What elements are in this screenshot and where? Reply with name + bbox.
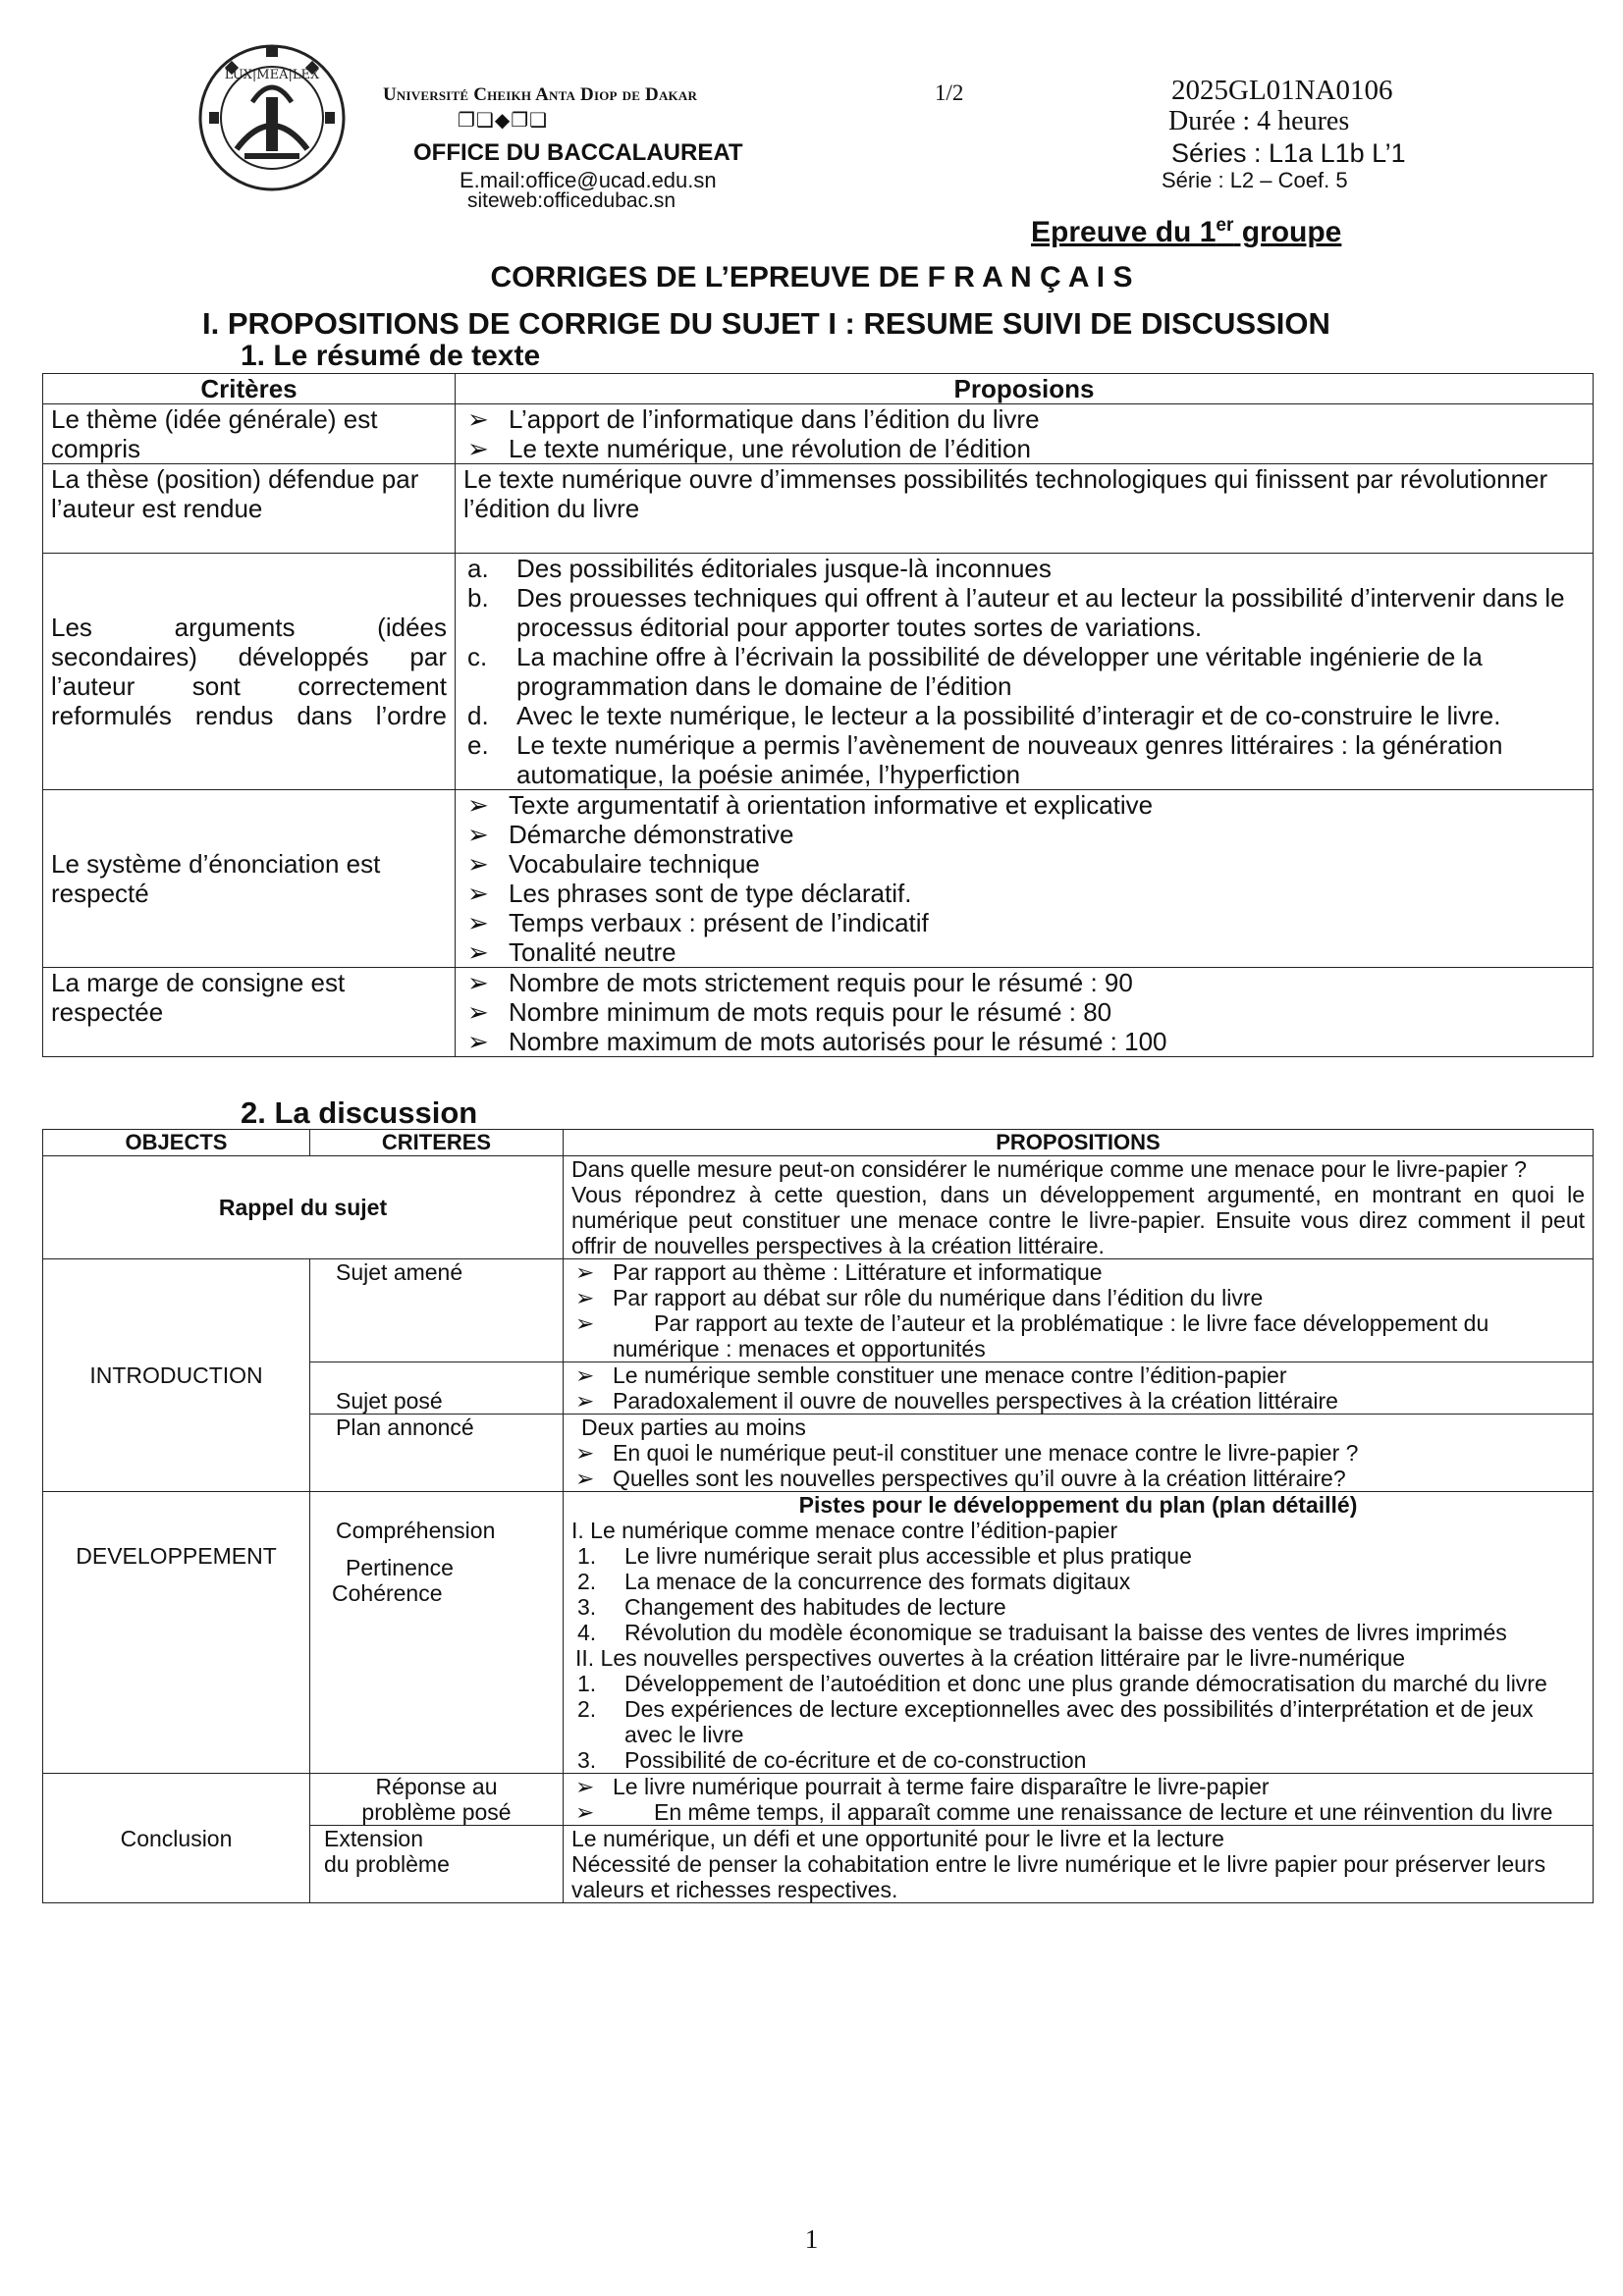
criterion-sujet-amene: Sujet amené (310, 1259, 564, 1362)
proposition-cell (456, 968, 1594, 1057)
office-website: siteweb:officedubac.sn (467, 189, 676, 212)
epreuve-group: Epreuve du 1er groupe (1031, 215, 1342, 248)
arrow-bullet-icon: ➢ (467, 820, 489, 849)
criterion-cell: Le thème (idée générale) est compris (43, 404, 456, 464)
column-header: Proposions (456, 374, 1594, 404)
conclusion-label: Conclusion (43, 1774, 310, 1903)
table-header-row (43, 1130, 1594, 1156)
table-row (43, 1156, 1594, 1259)
list-item: ➢ Nombre minimum de mots requis pour le résumé : 80 (467, 997, 1112, 1027)
proposition-cell (456, 790, 1594, 968)
list-item: ➢ Nombre de mots strictement requis pour le résumé : 90 (467, 968, 1133, 997)
dev-criteria (310, 1492, 564, 1774)
table-row (43, 404, 1594, 464)
proposition-cell (564, 1259, 1594, 1362)
list-item: 2. Des expériences de lecture exceptionnelles avec des possibilités d’interprétation et de jeux avec le livre (577, 1696, 1534, 1747)
proposition-cell (564, 1774, 1594, 1826)
exam-duration: Durée : 4 heures (1168, 106, 1350, 136)
university-name: Université Cheikh Anta Diop de Dakar (383, 84, 698, 105)
table-row (43, 1774, 1594, 1826)
table-row (43, 790, 1594, 968)
arrow-bullet-icon: ➢ (575, 1388, 595, 1414)
proposition-cell: Le texte numérique ouvre d’immenses possibilités technologiques qui finissent par révolutionner l’édition du livre (456, 464, 1594, 554)
table-row (43, 968, 1594, 1057)
decorative-symbols: ❐❑◆❐❑ (458, 110, 549, 132)
proposition-cell (564, 1826, 1594, 1903)
criterion-text: Les arguments (idées secondaires) développés par l’auteur sont correctement reformulés rendus dans l’ordre (51, 613, 447, 730)
subsection-heading-resume: 1. Le résumé de texte (241, 340, 541, 372)
arrow-bullet-icon: ➢ (467, 404, 489, 434)
arrow-bullet-icon: ➢ (575, 1285, 595, 1310)
arrow-bullet-icon: ➢ (467, 879, 489, 908)
column-header: OBJECTS (43, 1130, 310, 1156)
list-item: ➢ Par rapport au texte de l’auteur et la problématique : le livre face développement du numérique : menaces et opportunités (575, 1310, 1489, 1362)
rappel-instructions: Vous répondrez à cette question, dans un développement argumenté, en montrant en quoi le numérique peut constituer une menace contre le livre-papier. Ensuite vous direz comment il peut offrir de nouvelles perspectives à la création littéraire. (571, 1182, 1585, 1258)
arrow-bullet-icon: ➢ (467, 849, 489, 879)
list-item: e. Le texte numérique a permis l’avènement de nouveaux genres littéraires : la génération automatique, la poésie animée, l’hyperfiction (467, 730, 1503, 789)
exam-code: 2025GL01NA0106 (1171, 75, 1393, 106)
discussion-table (42, 1129, 1594, 1903)
criterion-pertinence: Pertinence (346, 1555, 454, 1580)
exam-series: Séries : L1a L1b L’1 (1171, 138, 1406, 168)
criterion-reponse: Réponse au problème posé (310, 1774, 564, 1826)
arrow-bullet-icon: ➢ (467, 937, 489, 967)
list-item: ➢ L’apport de l’informatique dans l’édition du livre (467, 404, 1040, 434)
list-item: 3. Possibilité de co-écriture et de co-construction (577, 1747, 1087, 1773)
list-item: ➢ Vocabulaire technique (467, 849, 760, 879)
arrow-bullet-icon: ➢ (467, 908, 489, 937)
list-item: ➢ Par rapport au débat sur rôle du numérique dans l’édition du livre (575, 1285, 1264, 1310)
arrow-bullet-icon: ➢ (467, 790, 489, 820)
criterion-cell: Le système d’énonciation est respecté (43, 790, 456, 968)
table-row (43, 1492, 1594, 1774)
plan-intro: Deux parties au moins (581, 1415, 806, 1440)
arrow-bullet-icon: ➢ (467, 968, 489, 997)
proposition-cell (456, 554, 1594, 790)
proposition-cell (564, 1415, 1594, 1492)
criterion-plan-annonce: Plan annoncé (310, 1415, 564, 1492)
list-item: ➢ Le livre numérique pourrait à terme faire disparaître le livre-papier (575, 1774, 1270, 1799)
criterion-cell: La marge de consigne est respectée (43, 968, 456, 1057)
list-item: ➢ En même temps, il apparaît comme une renaissance de lecture et une réinvention du livre (575, 1799, 1553, 1825)
office-email: E.mail:office@ucad.edu.sn (460, 168, 717, 192)
list-item: ➢ Temps verbaux : présent de l’indicatif (467, 908, 929, 937)
criterion-extension (310, 1826, 564, 1903)
list-item: ➢ Par rapport au thème : Littérature et informatique (575, 1259, 1103, 1285)
dev-label: DEVELOPPEMENT (43, 1492, 310, 1774)
table-row (43, 1259, 1594, 1362)
criterion-comprehension: Compréhension (336, 1518, 496, 1543)
list-item: b. Des prouesses techniques qui offrent à l’auteur et au lecteur la possibilité d’intervenir dans le processus éditorial pour apporter toutes sortes de variations. (467, 583, 1565, 642)
dev-heading: Pistes pour le développement du plan (plan détaillé) (798, 1492, 1358, 1518)
dev-part2: II. Les nouvelles perspectives ouvertes à la création littéraire par le livre-numérique (575, 1645, 1406, 1671)
list-item: ➢ Tonalité neutre (467, 937, 676, 967)
list-item: ➢ Quelles sont les nouvelles perspectives qu’il ouvre à la création littéraire? (575, 1466, 1346, 1491)
table-header-row (43, 374, 1594, 404)
proposition-cell (564, 1362, 1594, 1415)
arrow-bullet-icon: ➢ (575, 1466, 595, 1491)
proposition-cell (564, 1492, 1594, 1774)
extension-label: Extension (324, 1826, 424, 1851)
arrow-bullet-icon: ➢ (467, 434, 489, 463)
arrow-bullet-icon: ➢ (467, 1027, 489, 1056)
page-number: 1 (804, 2224, 819, 2254)
list-item: ➢ Démarche démonstrative (467, 820, 794, 849)
dev-part1: I. Le numérique comme menace contre l’édition-papier (571, 1518, 1118, 1543)
proposition-cell (456, 404, 1594, 464)
exam-series-coef: Série : L2 – Coef. 5 (1162, 168, 1348, 192)
column-header: CRITERES (310, 1130, 564, 1156)
list-item: ➢ Paradoxalement il ouvre de nouvelles perspectives à la création littéraire (575, 1388, 1338, 1414)
intro-label: INTRODUCTION (43, 1259, 310, 1492)
list-item: 1. Développement de l’autoédition et donc une plus grande démocratisation du marché du livre (577, 1671, 1547, 1696)
resume-table (42, 373, 1594, 1057)
criterion-cell: La thèse (position) défendue par l’auteur est rendue (43, 464, 456, 554)
criterion-coherence: Cohérence (332, 1580, 443, 1606)
rappel-label: Rappel du sujet (43, 1156, 564, 1259)
extension-label-2: du problème (324, 1851, 450, 1877)
list-item: 3. Changement des habitudes de lecture (577, 1594, 1006, 1620)
arrow-bullet-icon: ➢ (575, 1774, 595, 1799)
arrow-bullet-icon: ➢ (467, 997, 489, 1027)
svg-text:LUX|MEA|LEX: LUX|MEA|LEX (224, 68, 320, 82)
list-item: ➢ Texte argumentatif à orientation informative et explicative (467, 790, 1154, 820)
list-item: 1. Le livre numérique serait plus accessible et plus pratique (577, 1543, 1192, 1569)
page-fraction: 1/2 (935, 80, 964, 105)
list-item: a. Des possibilités éditoriales jusque-là inconnues (467, 554, 1052, 583)
list-item: ➢ Le numérique semble constituer une menace contre l’édition-papier (575, 1362, 1287, 1388)
column-header: Critères (43, 374, 456, 404)
list-item: ➢ Les phrases sont de type déclaratif. (467, 879, 912, 908)
arrow-bullet-icon: ➢ (575, 1799, 595, 1825)
list-item: ➢ En quoi le numérique peut-il constituer une menace contre le livre-papier ? (575, 1440, 1359, 1466)
extension-text: Le numérique, un défi et une opportunité pour le livre et la lecture (571, 1826, 1224, 1851)
table-row (43, 554, 1594, 790)
university-seal-logo (197, 43, 347, 192)
office-name: OFFICE DU BACCALAUREAT (413, 139, 743, 166)
list-item: 4. Révolution du modèle économique se traduisant la baisse des ventes de livres imprimés (577, 1620, 1507, 1645)
list-item: ➢ Nombre maximum de mots autorisés pour le résumé : 100 (467, 1027, 1167, 1056)
section-heading: I. PROPOSITIONS DE CORRIGE DU SUJET I : RESUME SUIVI DE DISCUSSION (202, 306, 1330, 341)
rappel-question: Dans quelle mesure peut-on considérer le numérique comme une menace pour le livre-papier ? (571, 1156, 1527, 1182)
page-title: CORRIGES DE L’EPREUVE DE F R A N Ç A I S (490, 261, 1133, 294)
arrow-bullet-icon: ➢ (575, 1310, 595, 1336)
list-item: c. La machine offre à l’écrivain la possibilité de développer une véritable ingénierie de la programmation dans le domaine de l’édition (467, 642, 1483, 701)
criterion-cell (43, 554, 456, 790)
list-item: ➢ Le texte numérique, une révolution de l’édition (467, 434, 1031, 463)
table-row (43, 464, 1594, 554)
column-header: PROPOSITIONS (564, 1130, 1594, 1156)
list-item: 2. La menace de la concurrence des formats digitaux (577, 1569, 1131, 1594)
list-item: d. Avec le texte numérique, le lecteur a la possibilité d’interagir et de co-construire le livre. (467, 701, 1501, 730)
arrow-bullet-icon: ➢ (575, 1362, 595, 1388)
subsection-heading-discussion: 2. La discussion (241, 1095, 478, 1130)
extension-text-2: Nécessité de penser la cohabitation entre le livre numérique et le livre papier pour préserver leurs valeurs et richesses respectives. (571, 1851, 1546, 1902)
arrow-bullet-icon: ➢ (575, 1440, 595, 1466)
criterion-sujet-pose: Sujet posé (310, 1362, 564, 1415)
arrow-bullet-icon: ➢ (575, 1259, 595, 1285)
rappel-text (564, 1156, 1594, 1259)
